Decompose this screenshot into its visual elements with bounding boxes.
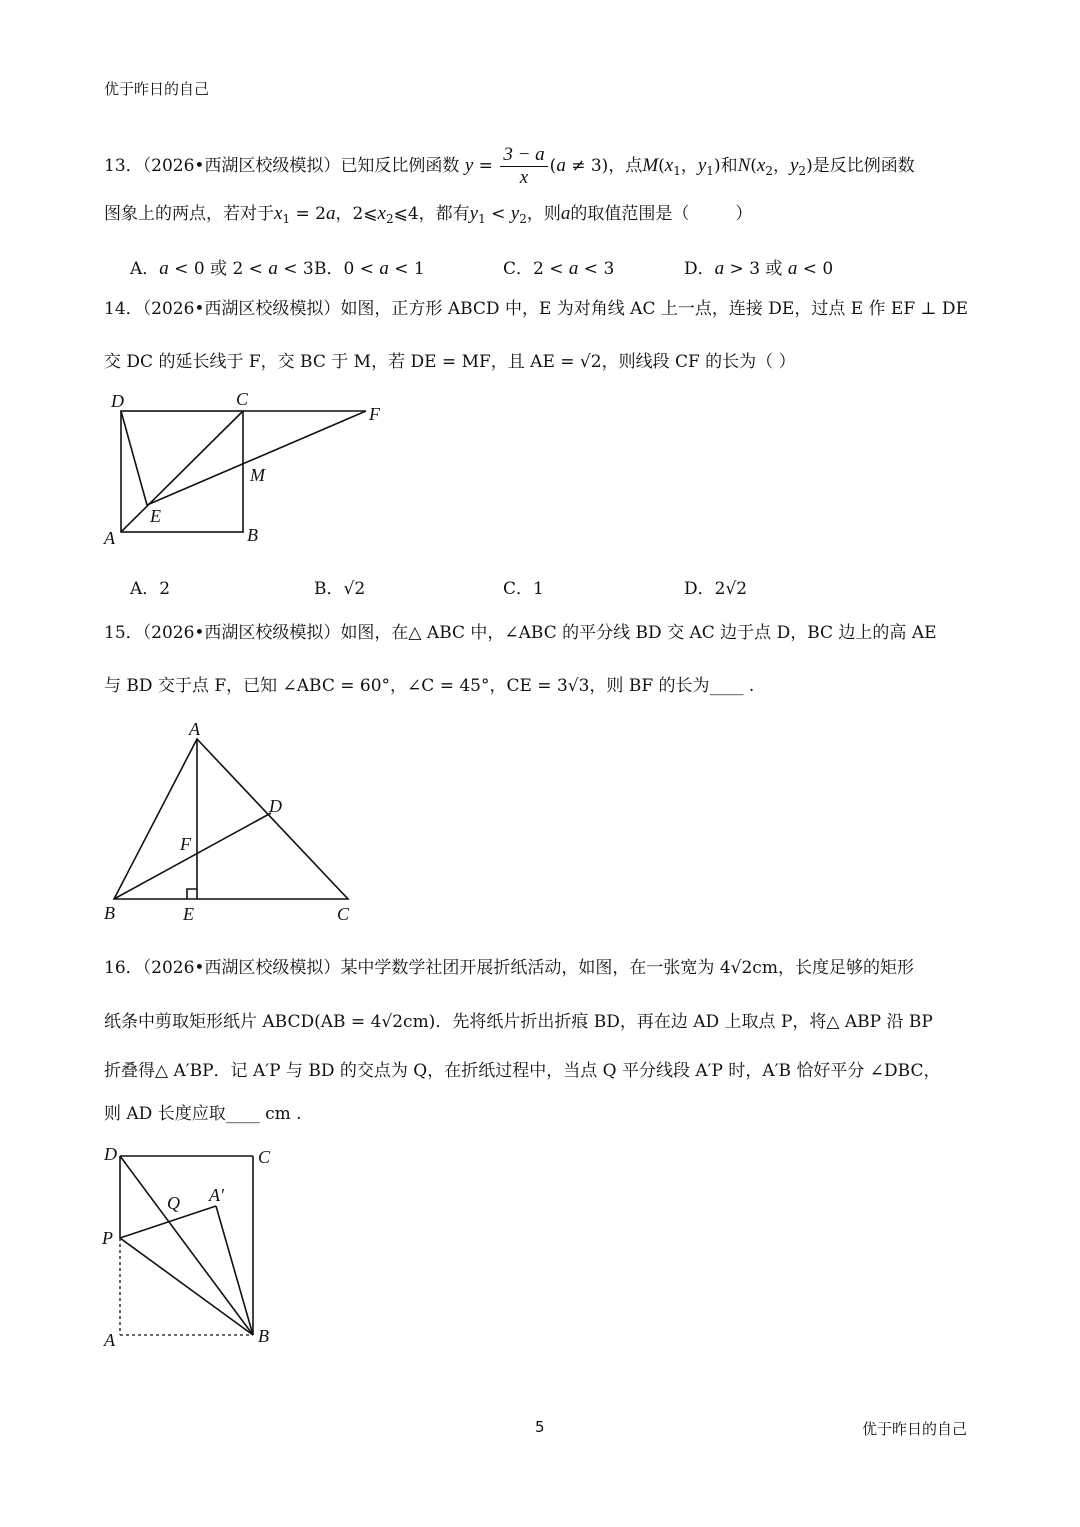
q14-label-e: E xyxy=(150,506,161,526)
q15-label-a: A xyxy=(189,719,200,739)
q14-label-c: C xyxy=(236,389,249,409)
q16-label-a-prime: A′ xyxy=(209,1185,224,1205)
q13-option-c[interactable]: C．2 < a < 3 xyxy=(503,258,615,279)
q13-fraction: $\frac{3 - a}{x}$ xyxy=(500,144,547,189)
q15-label-b: B xyxy=(104,903,115,923)
q15-line1 xyxy=(104,620,937,646)
q15-label-c: C xyxy=(337,904,350,924)
q15-bisector-bd xyxy=(114,813,271,899)
q15-label-e: E xyxy=(183,904,194,924)
q16-label-b: B xyxy=(258,1326,269,1346)
q13-text: 已知反比例函数 xyxy=(340,156,460,176)
q13-line1: 13．（2026•西湖区校级模拟）已知反比例函数 y = $\frac{3 - a}{x}$ (a ≠ 3)，点$M(x_1$，$y_1$)和$N(x_2$，$y_2$)是反比例函数 xyxy=(104,144,915,188)
page-number: 5 xyxy=(535,1418,545,1436)
q14-figure xyxy=(100,388,400,553)
q16-figure xyxy=(98,1140,298,1355)
q13-text3: 和 xyxy=(720,156,738,176)
q16-label-q: Q xyxy=(167,1193,180,1213)
q15-number: 15． xyxy=(104,623,143,643)
q14-option-b[interactable]: B．√2 xyxy=(314,579,366,599)
q13-text6: ，都有 xyxy=(418,204,470,224)
q14-option-c[interactable]: C．1 xyxy=(503,579,544,599)
q14-label-b: B xyxy=(247,525,258,545)
q16-line4: 则 AD 长度应取____ cm . xyxy=(104,1104,302,1124)
q16-text1: 某中学数学社团开展折纸活动，如图，在一张宽为 4√2cm，长度足够的矩形 xyxy=(340,958,914,978)
q16-line3: 折叠得△ A′BP．记 A′P 与 BD 的交点为 Q，在折纸过程中，当点 Q 平分线段 A′P 时，A′B 恰好平分 ∠DBC， xyxy=(104,1061,941,1081)
q16-line1 xyxy=(104,955,914,981)
q14-number: 14． xyxy=(104,299,143,319)
q14-source: （2026•西湖区校级模拟） xyxy=(142,299,341,319)
q14-option-d[interactable]: D．2√2 xyxy=(684,579,748,599)
q16-label-d: D xyxy=(104,1144,117,1164)
q13-line2: 图象上的两点，若对于$x_1 = 2a$，$2⩽x_2⩽4$，都有$y_1 < y_2$，则a的取值范围是（ ） xyxy=(104,203,753,226)
q13-text8: 的取值范围是（ xyxy=(570,204,690,224)
q13-option-a[interactable]: A．a < 0 或 2 < a < 3 xyxy=(130,258,314,279)
q14-text1: 如图，正方形 ABCD 中，E 为对角线 AC 上一点，连接 DE，过点 E 作 EF ⊥ DE xyxy=(340,299,968,319)
q15-right-angle-mark xyxy=(187,889,197,899)
q16-label-c: C xyxy=(258,1147,271,1167)
q13-text9: ） xyxy=(735,204,753,224)
q15-figure xyxy=(98,716,368,926)
q13-text2: ，点 xyxy=(608,156,643,176)
q13-source: （2026•西湖区校级模拟） xyxy=(142,156,341,176)
page-header: 优于昨日的自己 xyxy=(104,80,210,98)
q14-label-d: D xyxy=(111,391,124,411)
q13-option-b[interactable]: B．0 < a < 1 xyxy=(314,258,425,279)
q15-triangle xyxy=(114,739,348,899)
q15-label-f: F xyxy=(180,834,191,854)
q13-option-d[interactable]: D．a > 3 或 a < 0 xyxy=(684,258,834,279)
q13-text5: 图象上的两点，若对于 xyxy=(104,204,274,224)
q13-text7: ，则 xyxy=(526,204,561,224)
q14-label-f: F xyxy=(369,404,380,424)
q14-segment-de xyxy=(121,411,147,505)
q15-label-d: D xyxy=(269,796,282,816)
q14-line2: 交 DC 的延长线于 F，交 BC 于 M，若 DE = MF，且 AE = √2，则线段 CF 的长为（ ） xyxy=(104,352,796,372)
q16-line2: 纸条中剪取矩形纸片 ABCD(AB = 4√2cm)．先将纸片折出折痕 BD，再在边 AD 上取点 P，将△ ABP 沿 BP xyxy=(104,1012,933,1032)
q14-label-m: M xyxy=(250,465,265,485)
q16-segment-a-prime-b xyxy=(216,1206,253,1335)
q13-text4: 是反比例函数 xyxy=(812,156,915,176)
q13-number: 13． xyxy=(104,156,143,176)
q15-source: （2026•西湖区校级模拟） xyxy=(142,623,341,643)
q16-label-a: A xyxy=(104,1330,115,1350)
q16-segment-pb xyxy=(120,1238,253,1335)
q14-option-a[interactable]: A．2 xyxy=(130,579,171,599)
page-footer: 优于昨日的自己 xyxy=(862,1420,968,1438)
q16-crease-bd xyxy=(120,1156,253,1335)
q16-source: （2026•西湖区校级模拟） xyxy=(142,958,341,978)
q14-segment-ef xyxy=(147,411,366,505)
q15-text1: 如图，在△ ABC 中，∠ABC 的平分线 BD 交 AC 边于点 D，BC 边上的高 AE xyxy=(340,623,937,643)
q16-label-p: P xyxy=(102,1228,113,1248)
q14-label-a: A xyxy=(104,528,115,548)
q14-line1 xyxy=(104,296,968,322)
q16-number: 16． xyxy=(104,958,143,978)
q15-line2: 与 BD 交于点 F，已知 ∠ABC = 60°，∠C = 45°，CE = 3√3，则 BF 的长为____ . xyxy=(104,676,755,696)
